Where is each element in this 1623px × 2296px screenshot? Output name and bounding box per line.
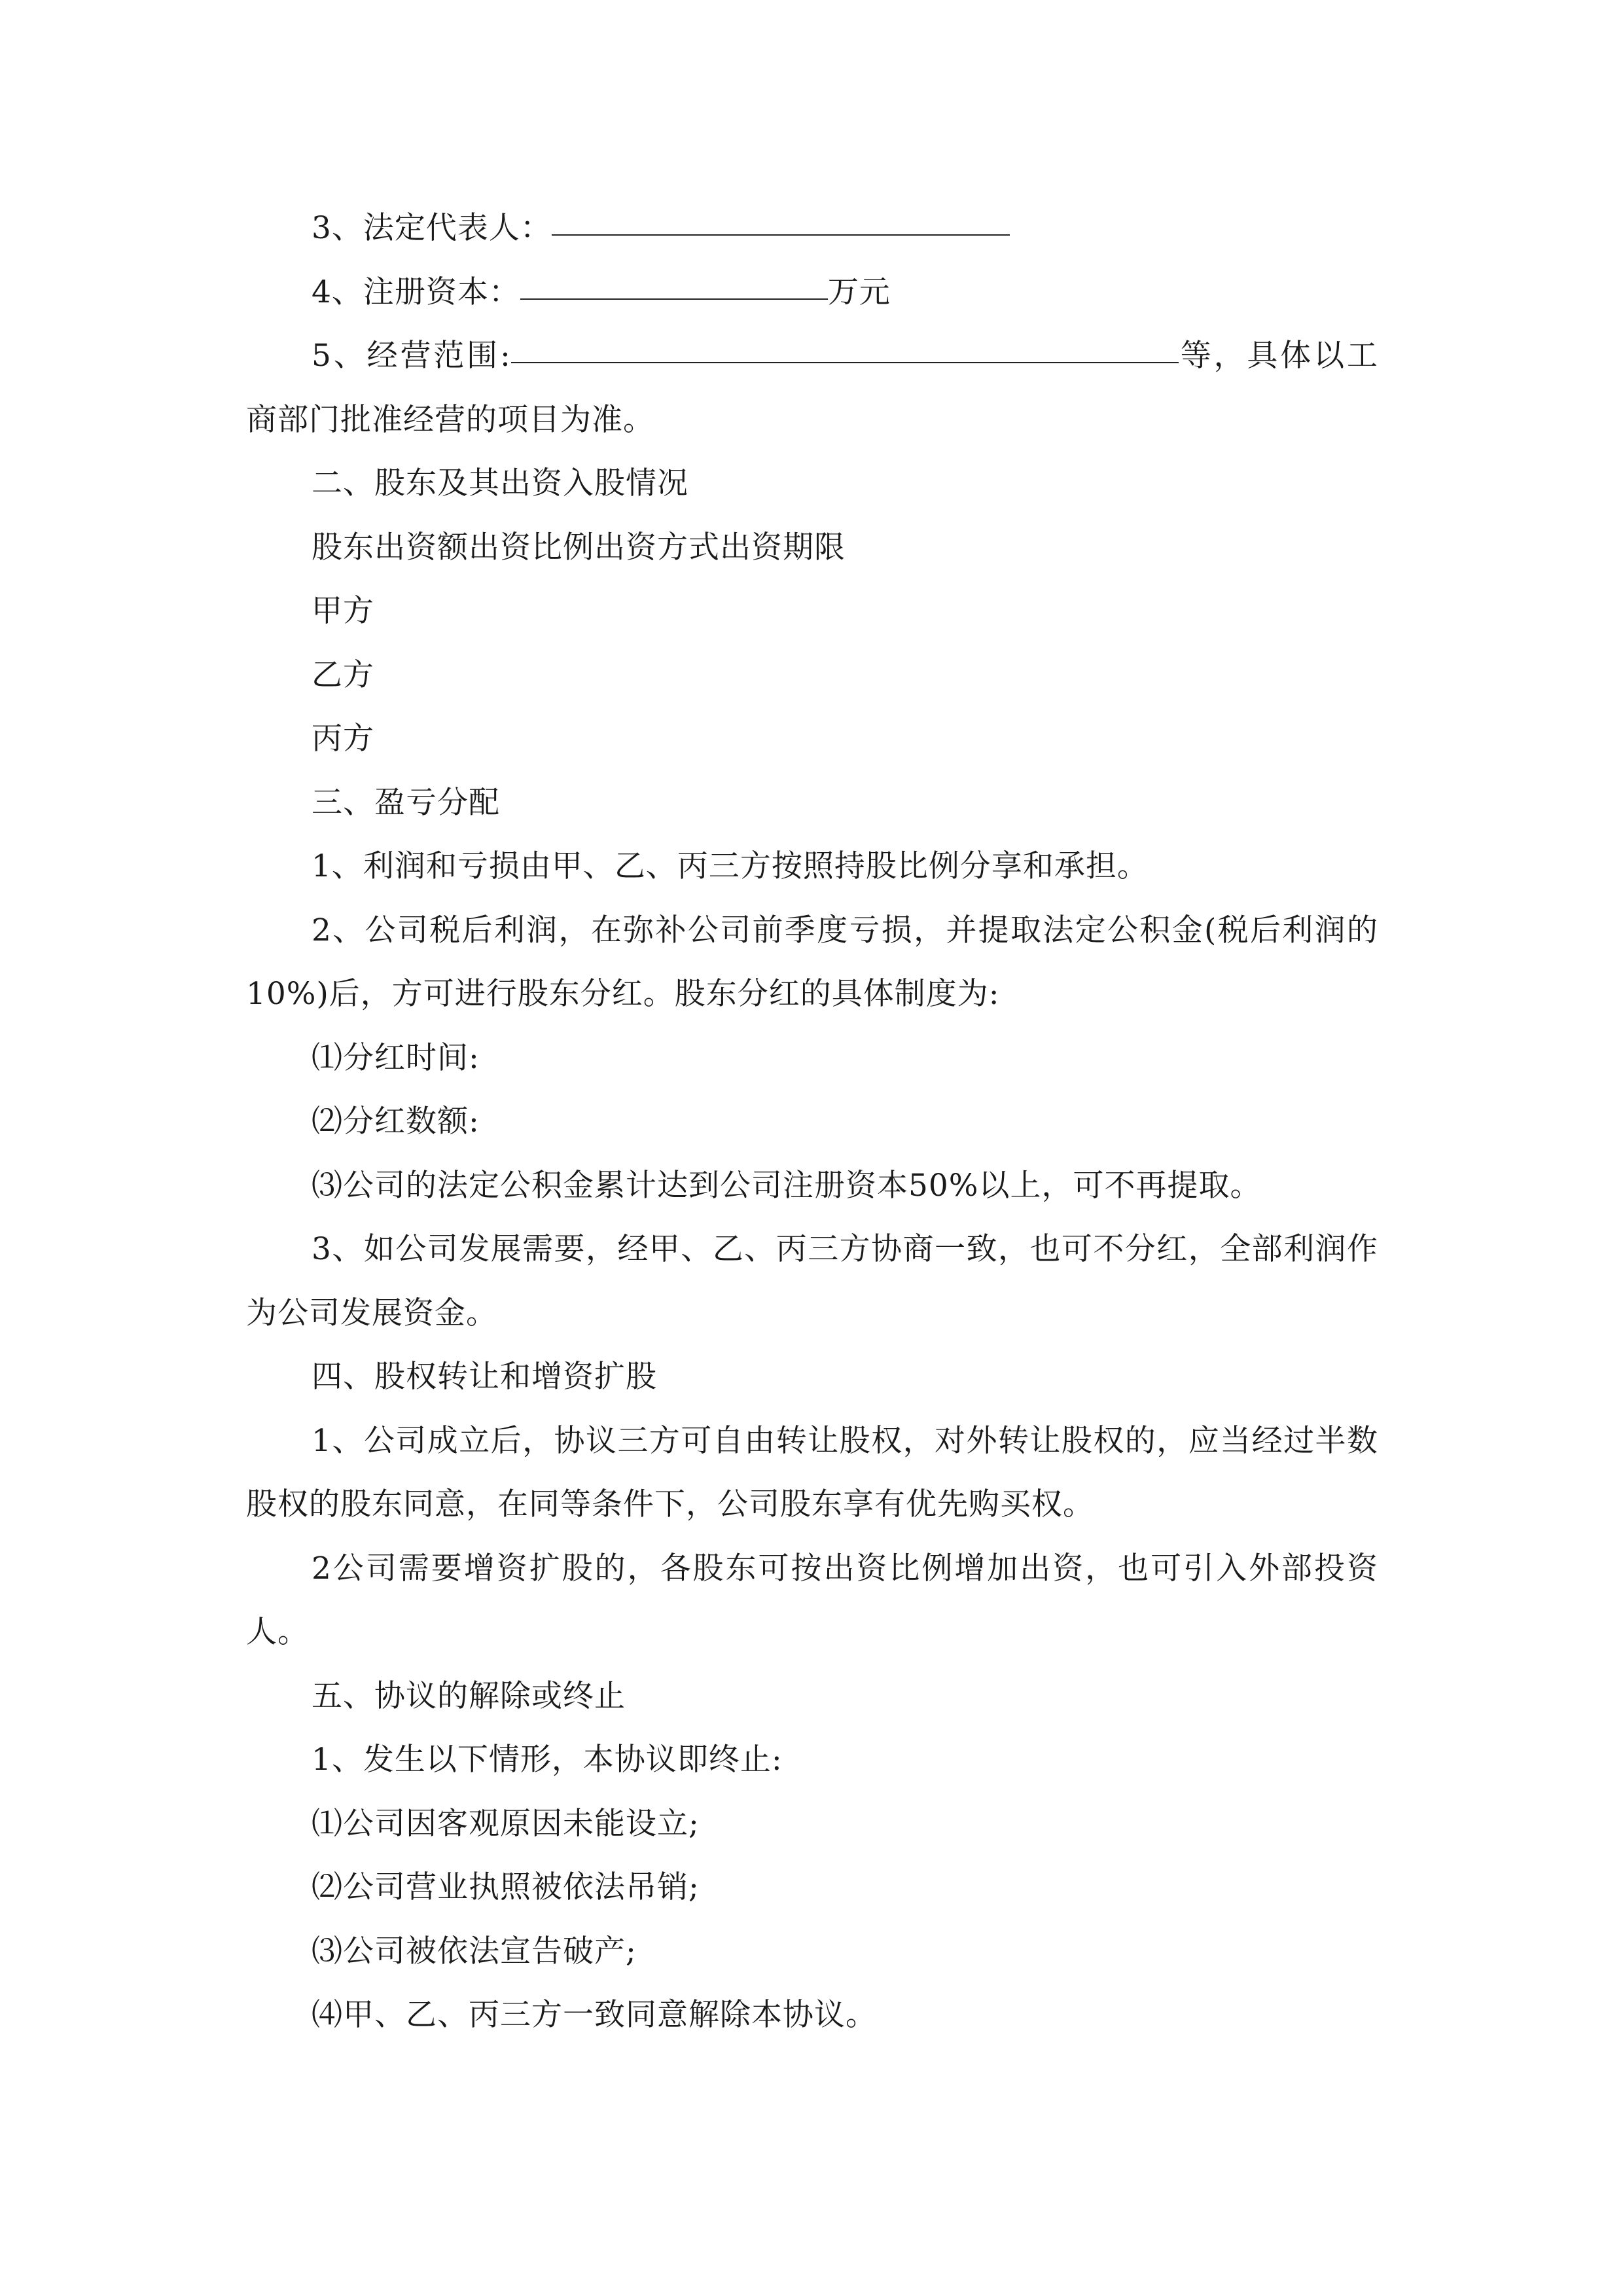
termination-item-1: ⑴公司因客观原因未能设立; (312, 1805, 700, 1842)
shareholder-table-header: 股东出资额出资比例出资方式出资期限 (312, 529, 846, 565)
termination-item-3: ⑶公司被依法宣告破产; (312, 1933, 637, 1969)
section-5-heading: 五、协议的解除或终止 (312, 1677, 626, 1714)
business-scope-label: 5、经营范围: (312, 338, 511, 374)
document-body (246, 196, 1378, 2047)
equity-transfer-clause-1: 1、公司成立后，协议三方可自由转让股权，对外转让股权的，应当经过半数股权的股东同意，在同等条件下，公司股东享有优先购买权。 (246, 1422, 1378, 1522)
profit-loss-clause-2: 2、公司税后利润，在弥补公司前季度亏损，并提取法定公积金(税后利润的10%)后，方可进行股东分红。股东分红的具体制度为: (246, 912, 1378, 1012)
business-scope-paragraph (246, 324, 1378, 452)
section-4-heading: 四、股权转让和增资扩股 (312, 1359, 657, 1395)
shareholder-row-c: 丙方 (312, 721, 374, 757)
business-scope-tail: 等，具体以工 (1178, 338, 1378, 374)
termination-item-4: ⑷甲、乙、丙三方一致同意解除本协议。 (312, 1997, 877, 2033)
section-2-heading: 二、股东及其出资入股情况 (312, 465, 688, 501)
business-scope-tail-2: 商部门批准经营的项目为准。 (246, 401, 654, 438)
profit-loss-clause-3: 3、如公司发展需要，经甲、乙、丙三方协商一致，也可不分红，全部利润作为公司发展资金。 (246, 1231, 1378, 1331)
legal-representative-line (246, 196, 1378, 260)
section-3-heading: 三、盈亏分配 (312, 784, 500, 821)
registered-capital-label: 4、注册资本： (312, 274, 520, 310)
profit-loss-clause-1: 1、利润和亏损由甲、乙、丙三方按照持股比例分享和承担。 (312, 848, 1149, 884)
dividend-time-item: ⑴分红时间: (312, 1039, 480, 1076)
registered-capital-line (246, 260, 1378, 325)
registered-capital-unit: 万元 (827, 274, 891, 310)
registered-capital-blank (520, 298, 828, 300)
reserve-fund-item: ⑶公司的法定公积金累计达到公司注册资本50%以上，可不再提取。 (312, 1167, 1262, 1204)
termination-item-2: ⑵公司营业执照被依法吊销; (312, 1869, 700, 1905)
termination-clause-1: 1、发生以下情形，本协议即终止: (312, 1742, 783, 1778)
capital-increase-clause-2: 2公司需要增资扩股的，各股东可按出资比例增加出资，也可引入外部投资人。 (246, 1550, 1378, 1650)
shareholder-row-b: 乙方 (312, 656, 374, 693)
shareholder-row-a: 甲方 (312, 593, 374, 629)
legal-representative-label: 3、法定代表人： (312, 210, 552, 246)
legal-representative-blank (552, 234, 1010, 236)
dividend-amount-item: ⑵分红数额: (312, 1103, 480, 1139)
business-scope-blank (511, 361, 1179, 363)
